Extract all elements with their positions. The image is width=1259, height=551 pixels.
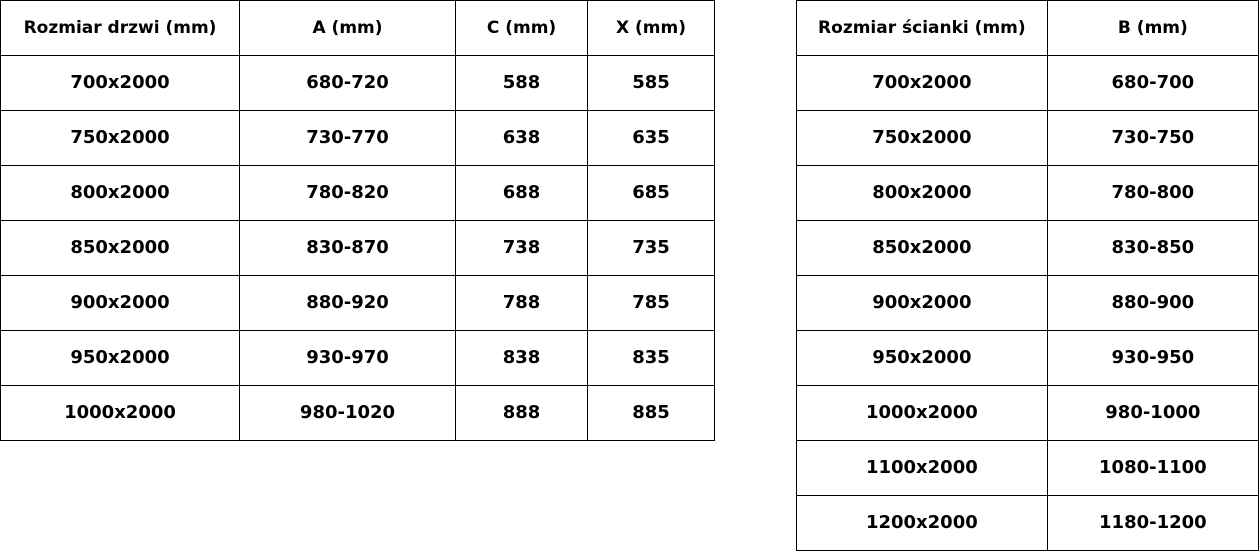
cell-b: 1080-1100 — [1047, 441, 1258, 496]
table-row — [797, 276, 1259, 331]
column-header-door-size: Rozmiar drzwi (mm) — [1, 1, 240, 56]
table-row — [797, 496, 1259, 551]
cell-wall-size: 900x2000 — [797, 276, 1048, 331]
cell-door-size: 700x2000 — [1, 56, 240, 111]
column-header-x: X (mm) — [588, 1, 715, 56]
table-row — [797, 441, 1259, 496]
table-row — [797, 331, 1259, 386]
cell-wall-size: 1200x2000 — [797, 496, 1048, 551]
column-header-wall-size: Rozmiar ścianki (mm) — [797, 1, 1048, 56]
table-row — [1, 331, 715, 386]
cell-door-size: 950x2000 — [1, 331, 240, 386]
doors-dimensions-table — [0, 0, 715, 441]
cell-x: 635 — [588, 111, 715, 166]
cell-door-size: 850x2000 — [1, 221, 240, 276]
wall-dimensions-table — [796, 0, 1259, 551]
cell-x: 685 — [588, 166, 715, 221]
cell-a: 930-970 — [240, 331, 456, 386]
cell-b: 680-700 — [1047, 56, 1258, 111]
cell-b: 1180-1200 — [1047, 496, 1258, 551]
cell-wall-size: 1100x2000 — [797, 441, 1048, 496]
table-header-row — [1, 1, 715, 56]
cell-b: 830-850 — [1047, 221, 1258, 276]
table-row — [1, 166, 715, 221]
cell-wall-size: 800x2000 — [797, 166, 1048, 221]
cell-wall-size: 850x2000 — [797, 221, 1048, 276]
cell-wall-size: 750x2000 — [797, 111, 1048, 166]
cell-wall-size: 700x2000 — [797, 56, 1048, 111]
cell-c: 588 — [456, 56, 588, 111]
cell-c: 688 — [456, 166, 588, 221]
table-row — [1, 386, 715, 441]
cell-b: 730-750 — [1047, 111, 1258, 166]
cell-x: 885 — [588, 386, 715, 441]
cell-door-size: 750x2000 — [1, 111, 240, 166]
table-row — [1, 221, 715, 276]
cell-x: 785 — [588, 276, 715, 331]
cell-a: 780-820 — [240, 166, 456, 221]
column-header-c: C (mm) — [456, 1, 588, 56]
table-row — [1, 56, 715, 111]
cell-door-size: 1000x2000 — [1, 386, 240, 441]
table-row — [797, 111, 1259, 166]
table-row — [1, 111, 715, 166]
cell-c: 738 — [456, 221, 588, 276]
cell-c: 888 — [456, 386, 588, 441]
table-row — [797, 166, 1259, 221]
cell-a: 680-720 — [240, 56, 456, 111]
table-row — [797, 386, 1259, 441]
column-header-b: B (mm) — [1047, 1, 1258, 56]
cell-door-size: 800x2000 — [1, 166, 240, 221]
cell-a: 980-1020 — [240, 386, 456, 441]
cell-b: 880-900 — [1047, 276, 1258, 331]
cell-b: 980-1000 — [1047, 386, 1258, 441]
cell-x: 735 — [588, 221, 715, 276]
table-row — [797, 56, 1259, 111]
cell-a: 830-870 — [240, 221, 456, 276]
cell-b: 780-800 — [1047, 166, 1258, 221]
cell-c: 638 — [456, 111, 588, 166]
cell-c: 788 — [456, 276, 588, 331]
column-header-a: A (mm) — [240, 1, 456, 56]
cell-a: 880-920 — [240, 276, 456, 331]
cell-wall-size: 1000x2000 — [797, 386, 1048, 441]
cell-wall-size: 950x2000 — [797, 331, 1048, 386]
cell-b: 930-950 — [1047, 331, 1258, 386]
cell-door-size: 900x2000 — [1, 276, 240, 331]
table-header-row — [797, 1, 1259, 56]
cell-a: 730-770 — [240, 111, 456, 166]
cell-x: 585 — [588, 56, 715, 111]
cell-x: 835 — [588, 331, 715, 386]
cell-c: 838 — [456, 331, 588, 386]
table-row — [797, 221, 1259, 276]
table-row — [1, 276, 715, 331]
